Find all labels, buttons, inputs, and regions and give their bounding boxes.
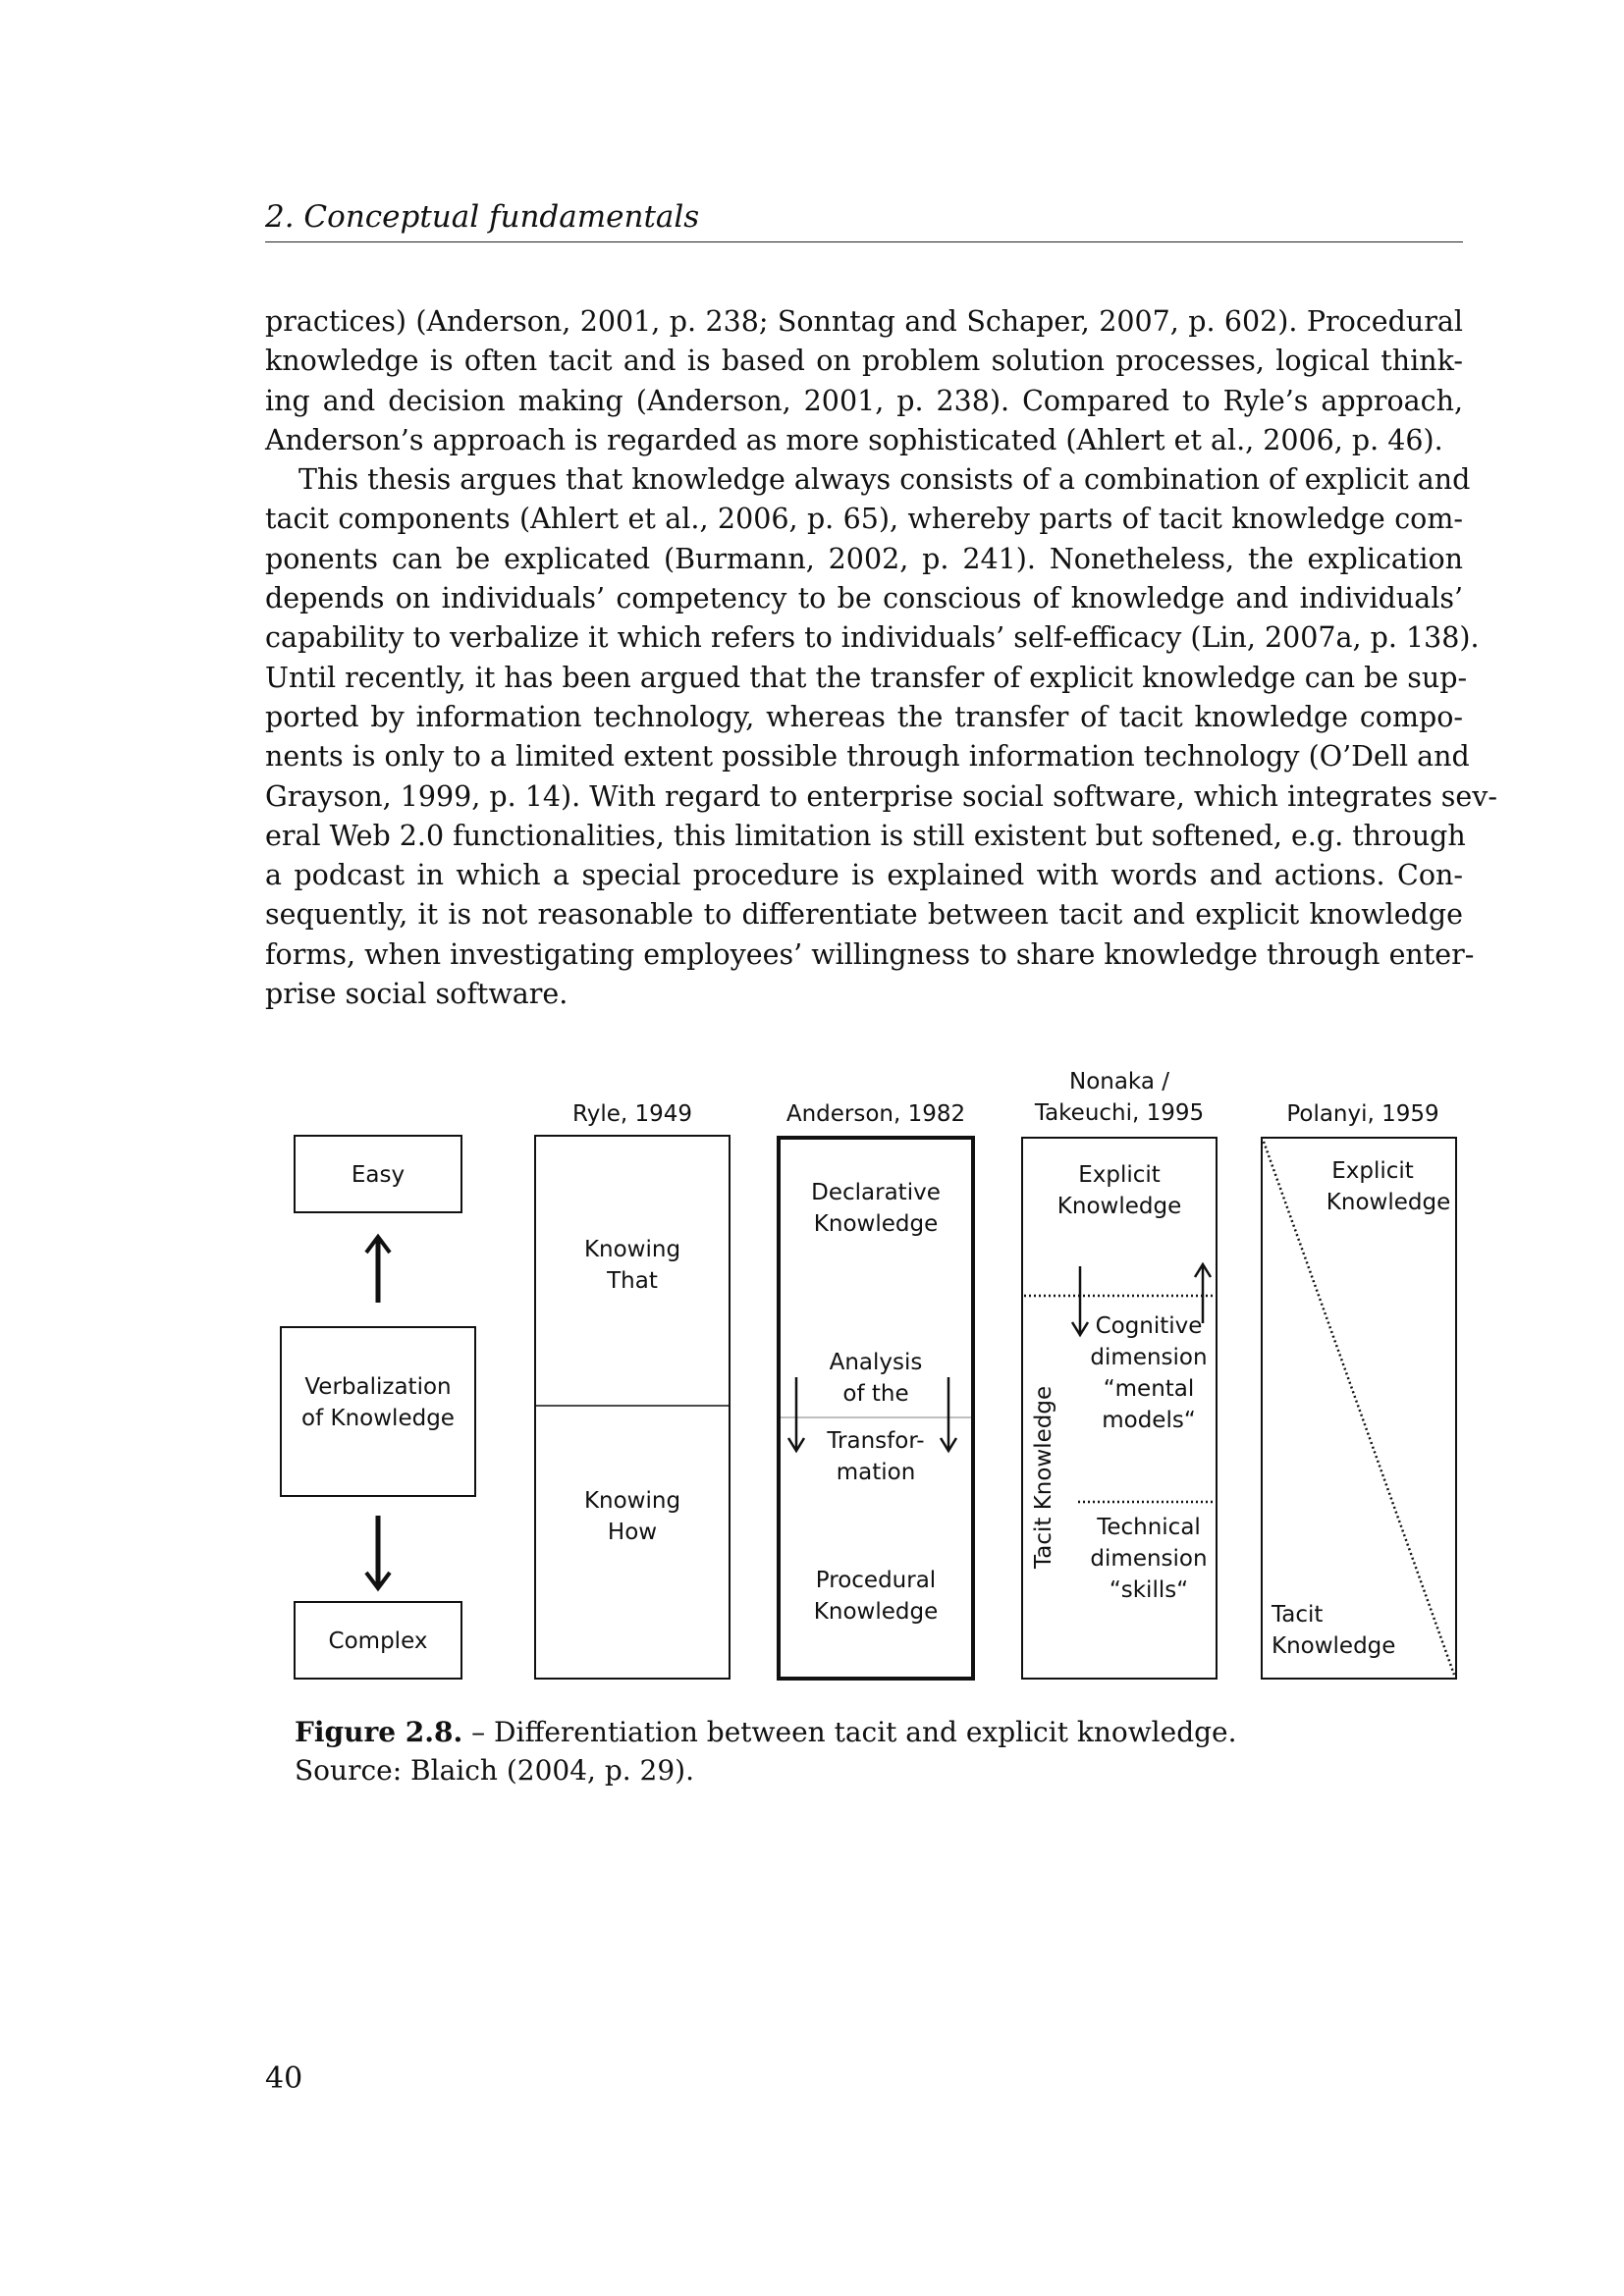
knowing-that-line1: Knowing bbox=[583, 1237, 681, 1262]
caption-label: Figure 2.8. bbox=[295, 1716, 463, 1748]
body-line: tacit components (Ahlert et al., 2006, p. 65), whereby parts of tacit knowledge com- bbox=[265, 503, 1463, 536]
ryle-box bbox=[535, 1136, 730, 1679]
body-paragraphs bbox=[265, 302, 1497, 1014]
cognitive-line1: Cognitive bbox=[1095, 1313, 1203, 1339]
body-line: Grayson, 1999, p. 14). With regard to enterprise social software, which integrates sev- bbox=[265, 779, 1497, 813]
analysis-line1: Analysis bbox=[829, 1350, 923, 1375]
body-line: depends on individuals’ competency to be conscious of knowledge and individuals’ bbox=[265, 582, 1463, 615]
body-line: a podcast in which a special procedure is explained with words and actions. Con- bbox=[265, 859, 1463, 892]
body-line: Anderson’s approach is regarded as more sophisticated (Ahlert et al., 2006, p. 46). bbox=[265, 423, 1443, 456]
body-line: prise social software. bbox=[265, 978, 568, 1011]
body-line: ported by information technology, whereas the transfer of tacit knowledge compo- bbox=[265, 700, 1463, 733]
nonaka-heading-line1: Nonaka / bbox=[1068, 1069, 1170, 1095]
transformation-line1: Transfor- bbox=[827, 1428, 925, 1454]
ryle-column bbox=[535, 1101, 730, 1679]
running-head: 2. Conceptual fundamentals bbox=[265, 196, 1463, 242]
body-line: eral Web 2.0 functionalities, this limitation is still existent but softened, e.g. through bbox=[265, 819, 1466, 852]
complex-label: Complex bbox=[328, 1629, 428, 1654]
knowing-how-line2: How bbox=[607, 1520, 658, 1545]
technical-line3: “skills“ bbox=[1109, 1577, 1189, 1603]
ryle-heading: Ryle, 1949 bbox=[571, 1101, 693, 1127]
body-line: ponents can be explicated (Burmann, 2002, p. 241). Nonetheless, the explication bbox=[265, 542, 1463, 575]
figure-knowledge-differentiation bbox=[265, 1041, 1473, 1688]
polanyi-column bbox=[1262, 1101, 1456, 1679]
verbalization-label-line1: Verbalization bbox=[304, 1374, 452, 1400]
body-line: nents is only to a limited extent possible through information technology (O’Dell and bbox=[265, 740, 1470, 774]
anderson-heading: Anderson, 1982 bbox=[785, 1101, 966, 1127]
caption-text: – Differentiation between tacit and explicit knowledge. bbox=[462, 1716, 1237, 1748]
cognitive-line3: “mental bbox=[1103, 1376, 1195, 1402]
figure-diagram bbox=[265, 1041, 1473, 1688]
polanyi-diagonal bbox=[1264, 1142, 1454, 1675]
nonaka-explicit-line2: Knowledge bbox=[1056, 1194, 1182, 1219]
easy-label: Easy bbox=[351, 1162, 406, 1188]
tacit-knowledge-vertical-label: Tacit Knowledge bbox=[1031, 1385, 1056, 1569]
polanyi-tacit-line2: Knowledge bbox=[1272, 1633, 1396, 1659]
body-line: sequently, it is not reasonable to differentiate between tacit and explicit knowledge bbox=[265, 898, 1463, 932]
cognitive-line4: models“ bbox=[1102, 1408, 1196, 1433]
declarative-line1: Declarative bbox=[811, 1180, 941, 1205]
body-line: capability to verbalize it which refers to individuals’ self-efficacy (Lin, 2007a, p. 138). bbox=[265, 621, 1480, 655]
figure-caption bbox=[295, 1713, 1463, 1789]
polanyi-box bbox=[1262, 1138, 1456, 1679]
technical-line1: Technical bbox=[1097, 1515, 1201, 1540]
caption-line1 bbox=[295, 1713, 1463, 1751]
body-line: Until recently, it has been argued that the transfer of explicit knowledge can be sup- bbox=[265, 661, 1468, 694]
polanyi-heading: Polanyi, 1959 bbox=[1286, 1101, 1439, 1127]
nonaka-heading-line2: Takeuchi, 1995 bbox=[1034, 1100, 1205, 1126]
body-line: knowledge is often tacit and is based on problem solution processes, logical think- bbox=[265, 345, 1463, 378]
body-line: ing and decision making (Anderson, 2001, p. 238). Compared to Ryle’s approach, bbox=[265, 384, 1463, 417]
knowing-how-line1: Knowing bbox=[583, 1488, 681, 1514]
knowing-that-line2: That bbox=[607, 1268, 658, 1294]
polanyi-tacit-line1: Tacit bbox=[1272, 1602, 1324, 1628]
body-line: This thesis argues that knowledge always consists of a combination of explicit and bbox=[298, 463, 1471, 497]
page-number: 40 bbox=[265, 2061, 303, 2096]
nonaka-column bbox=[1022, 1069, 1217, 1679]
polanyi-explicit-line2: Knowledge bbox=[1326, 1190, 1451, 1215]
nonaka-explicit-line1: Explicit bbox=[1078, 1162, 1161, 1188]
verbalization-label-line2: of Knowledge bbox=[301, 1406, 455, 1431]
scale-column bbox=[281, 1136, 475, 1679]
procedural-line1: Procedural bbox=[815, 1568, 937, 1593]
body-line: practices) (Anderson, 2001, p. 238; Sonntag and Schaper, 2007, p. 602). Procedural bbox=[265, 305, 1463, 338]
cognitive-line2: dimension bbox=[1090, 1345, 1208, 1370]
caption-source: Source: Blaich (2004, p. 29). bbox=[295, 1754, 694, 1787]
transformation-line2: mation bbox=[836, 1460, 916, 1485]
declarative-line2: Knowledge bbox=[813, 1211, 939, 1237]
anderson-column bbox=[779, 1101, 973, 1679]
analysis-line2: of the bbox=[842, 1381, 909, 1407]
polanyi-explicit-line1: Explicit bbox=[1331, 1158, 1414, 1184]
procedural-line2: Knowledge bbox=[813, 1599, 939, 1625]
technical-line2: dimension bbox=[1090, 1546, 1208, 1572]
body-line: forms, when investigating employees’ willingness to share knowledge through enter- bbox=[265, 937, 1475, 971]
